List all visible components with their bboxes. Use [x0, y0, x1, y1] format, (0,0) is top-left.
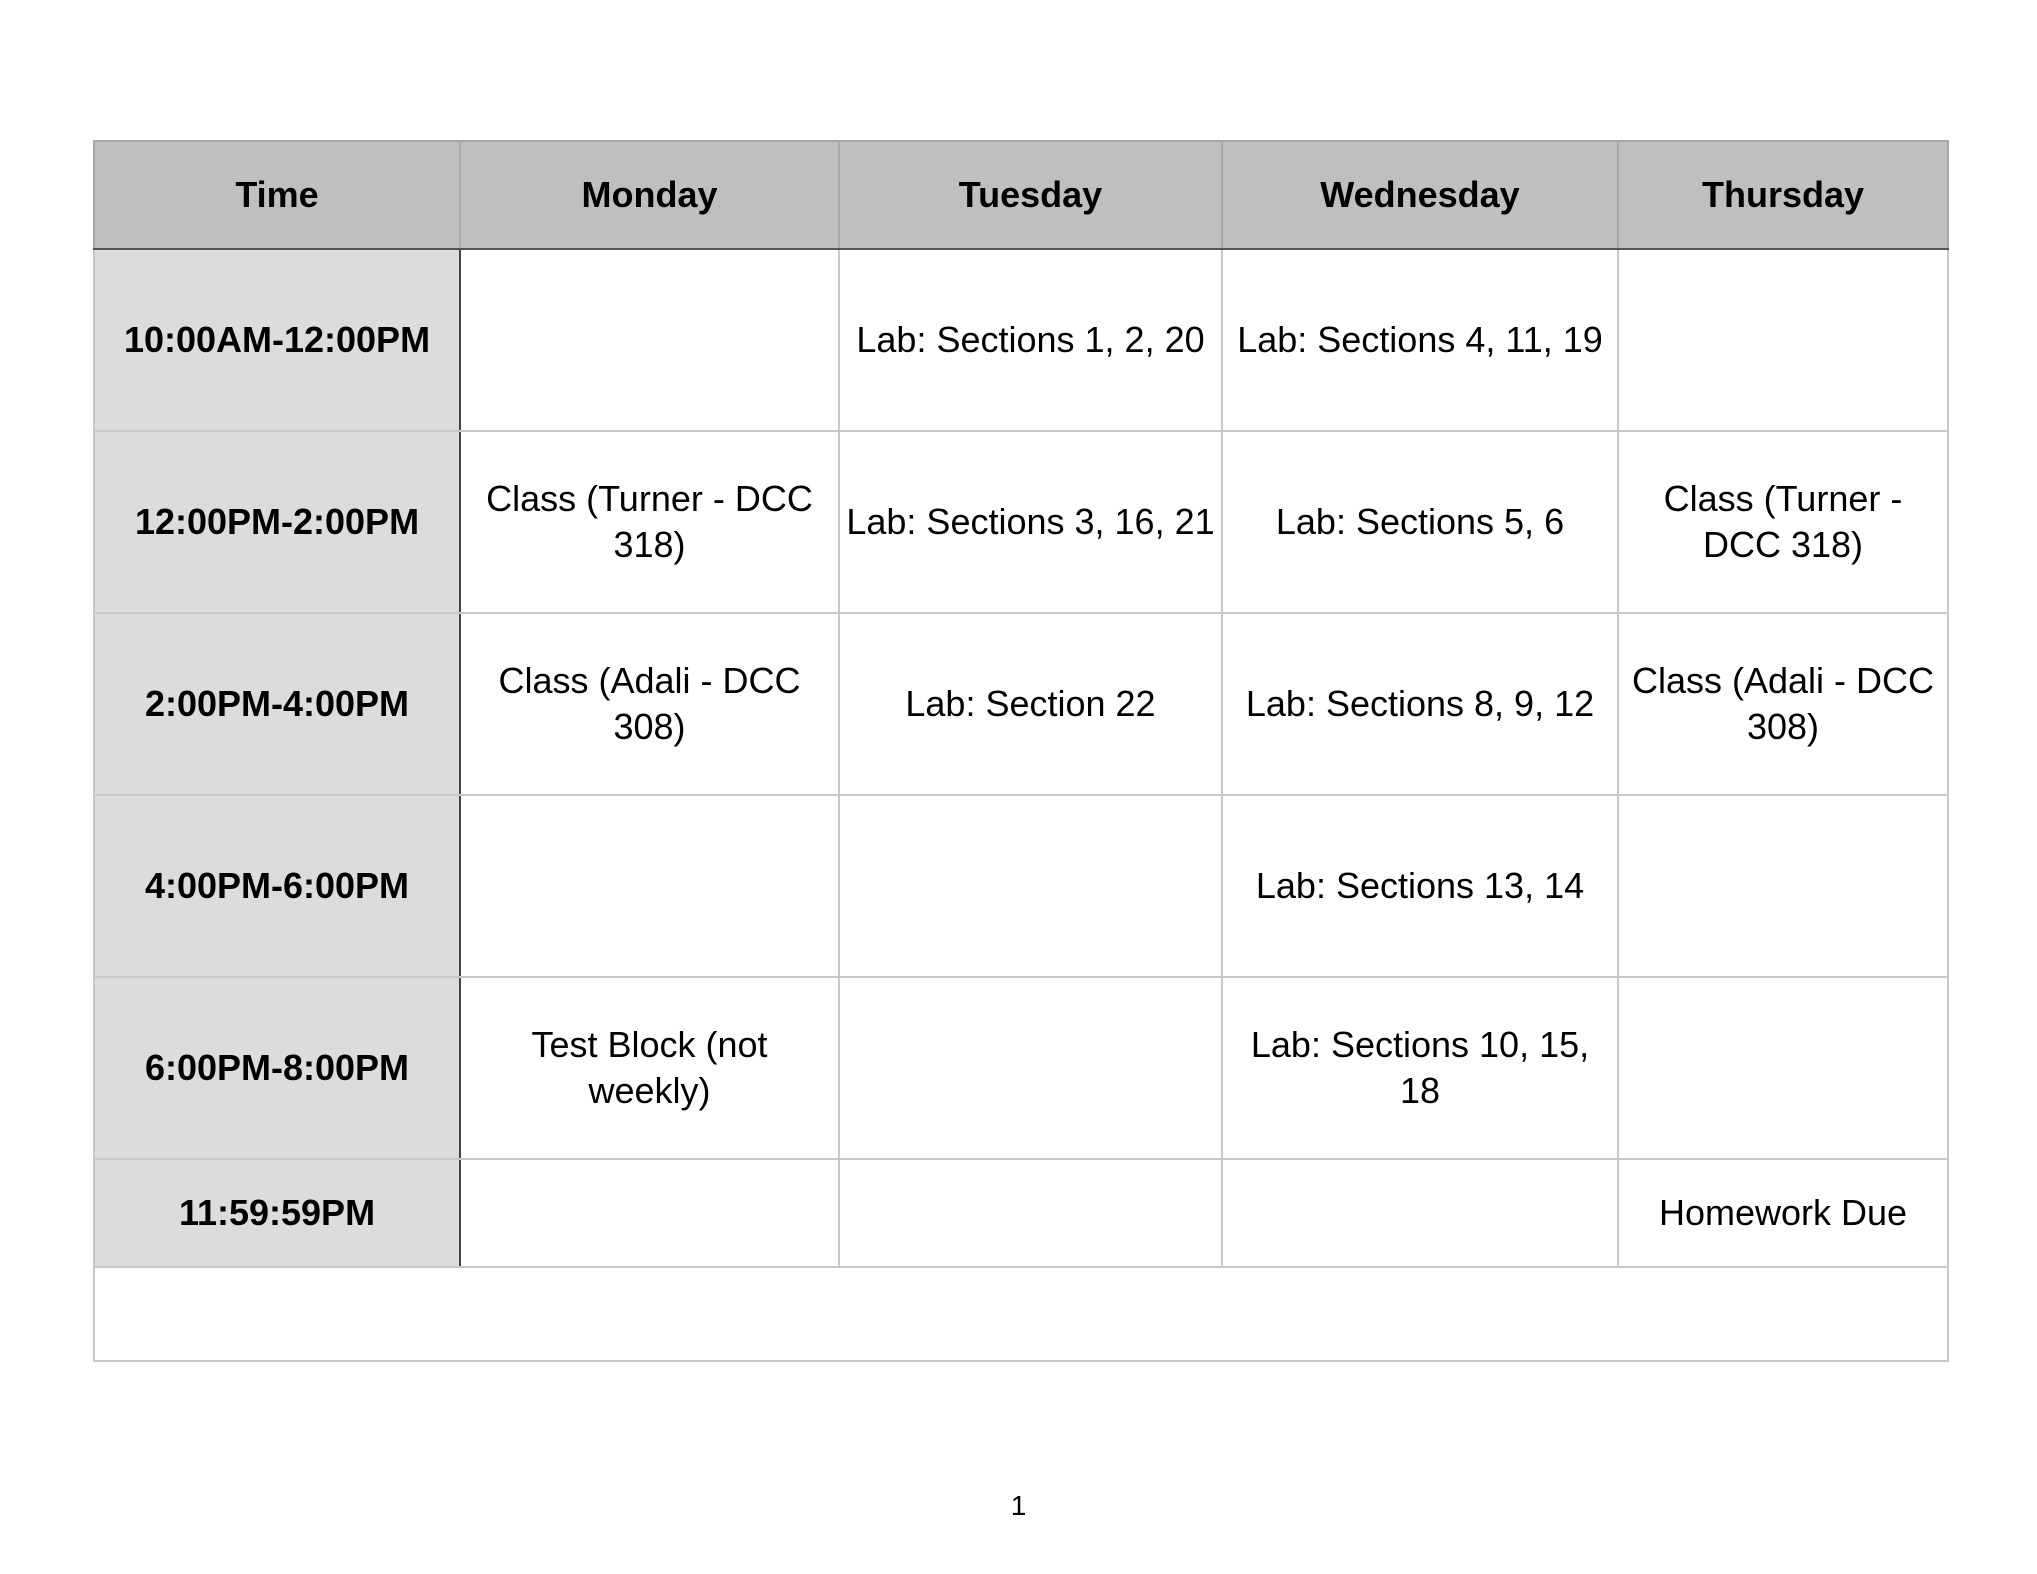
time-slot: 10:00AM-12:00PM [94, 249, 460, 431]
time-slot: 11:59:59PM [94, 1159, 460, 1267]
schedule-cell [839, 977, 1222, 1159]
schedule-cell [1222, 1159, 1618, 1267]
schedule-cell [1618, 249, 1948, 431]
schedule-cell: Class (Turner - DCC 318) [460, 431, 839, 613]
empty-cell [94, 1267, 1948, 1361]
table-row [94, 249, 1948, 431]
empty-footer-row [94, 1267, 1948, 1361]
schedule-cell: Lab: Sections 1, 2, 20 [839, 249, 1222, 431]
schedule-cell [1618, 795, 1948, 977]
schedule-cell: Class (Adali - DCC 308) [460, 613, 839, 795]
schedule-cell: Class (Turner - DCC 318) [1618, 431, 1948, 613]
schedule-cell: Test Block (not weekly) [460, 977, 839, 1159]
schedule-cell: Lab: Sections 13, 14 [1222, 795, 1618, 977]
schedule-cell: Lab: Sections 5, 6 [1222, 431, 1618, 613]
schedule-table [93, 140, 1949, 1362]
page-number: 1 [1010, 1490, 1027, 1521]
header-tuesday: Tuesday [839, 141, 1222, 249]
time-slot: 12:00PM-2:00PM [94, 431, 460, 613]
table-row [94, 431, 1948, 613]
time-slot: 6:00PM-8:00PM [94, 977, 460, 1159]
schedule-cell [1618, 977, 1948, 1159]
table-row [94, 795, 1948, 977]
schedule-cell [460, 249, 839, 431]
table-row [94, 1159, 1948, 1267]
schedule-cell: Lab: Sections 8, 9, 12 [1222, 613, 1618, 795]
header-monday: Monday [460, 141, 839, 249]
header-thursday: Thursday [1618, 141, 1948, 249]
table-row [94, 613, 1948, 795]
header-wednesday: Wednesday [1222, 141, 1618, 249]
schedule-cell [460, 795, 839, 977]
schedule-cell [460, 1159, 839, 1267]
schedule-cell [839, 795, 1222, 977]
schedule-cell: Lab: Sections 4, 11, 19 [1222, 249, 1618, 431]
table-row [94, 977, 1948, 1159]
schedule-cell: Homework Due [1618, 1159, 1948, 1267]
header-time: Time [94, 141, 460, 249]
header-row [94, 141, 1948, 249]
time-slot: 4:00PM-6:00PM [94, 795, 460, 977]
schedule-cell: Lab: Sections 10, 15, 18 [1222, 977, 1618, 1159]
time-slot: 2:00PM-4:00PM [94, 613, 460, 795]
schedule-cell: Lab: Sections 3, 16, 21 [839, 431, 1222, 613]
schedule-cell: Class (Adali - DCC 308) [1618, 613, 1948, 795]
schedule-cell [839, 1159, 1222, 1267]
schedule-cell: Lab: Section 22 [839, 613, 1222, 795]
